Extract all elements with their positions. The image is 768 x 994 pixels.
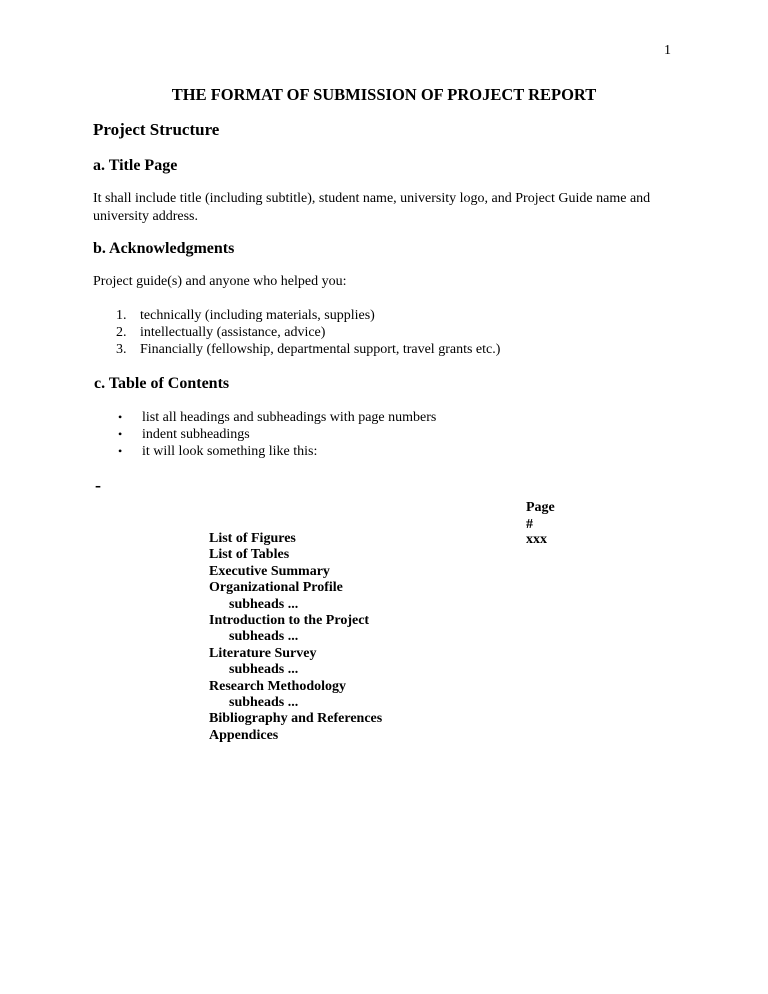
acknowledgments-heading: b. Acknowledgments [93, 240, 235, 257]
toc-entry: Introduction to the Project [209, 612, 370, 628]
toc-subentry: subheads ... [229, 596, 299, 612]
toc-sample-list [209, 531, 382, 744]
list-item-text: technically (including materials, supplies) [140, 308, 375, 323]
title-page-heading: a. Title Page [93, 157, 178, 174]
list-number: 2. [116, 325, 127, 340]
toc-entry: List of Figures [209, 531, 296, 546]
bullet-icon: • [118, 427, 123, 441]
list-item-text: intellectually (assistance, advice) [140, 325, 326, 340]
toc-page-hash: # [526, 517, 533, 532]
bullet-item-text: it will look something like this: [142, 444, 318, 459]
section-heading: Project Structure [93, 120, 220, 139]
toc-entry: Appendices [209, 727, 279, 743]
toc-entry: List of Tables [209, 547, 290, 563]
acknowledgments-intro: Project guide(s) and anyone who helped you: [93, 274, 347, 289]
list-item-text: Financially (fellowship, departmental support, travel grants etc.) [140, 342, 501, 357]
toc-subentry: subheads ... [229, 662, 299, 678]
toc-page-label: Page [526, 500, 555, 515]
bullet-icon: • [118, 444, 123, 458]
toc-entry: Research Methodology [209, 678, 346, 694]
toc-entry: Literature Survey [209, 645, 317, 661]
page-number: 1 [664, 43, 671, 58]
toc-subentry: subheads ... [229, 629, 299, 645]
list-number: 3. [116, 342, 127, 357]
bullet-icon: • [118, 410, 123, 424]
table-of-contents-heading: c. Table of Contents [94, 375, 230, 392]
bullet-item-text: indent subheadings [142, 427, 250, 442]
bullet-item-text: list all headings and subheadings with page numbers [142, 410, 437, 425]
toc-page-value: xxx [526, 532, 547, 547]
toc-subentry: subheads ... [229, 694, 299, 710]
dash-mark: - [95, 475, 101, 495]
toc-page-column-header [526, 499, 555, 533]
document-title: THE FORMAT OF SUBMISSION OF PROJECT REPORT [171, 85, 597, 104]
list-number: 1. [116, 308, 127, 323]
toc-entry: Executive Summary [209, 563, 330, 579]
title-page-text: It shall include title (including subtitle), student name, university logo, and Project Guide name and university address. [93, 191, 651, 224]
toc-entry: Organizational Profile [209, 580, 343, 596]
toc-entry: Bibliography and References [209, 711, 383, 727]
